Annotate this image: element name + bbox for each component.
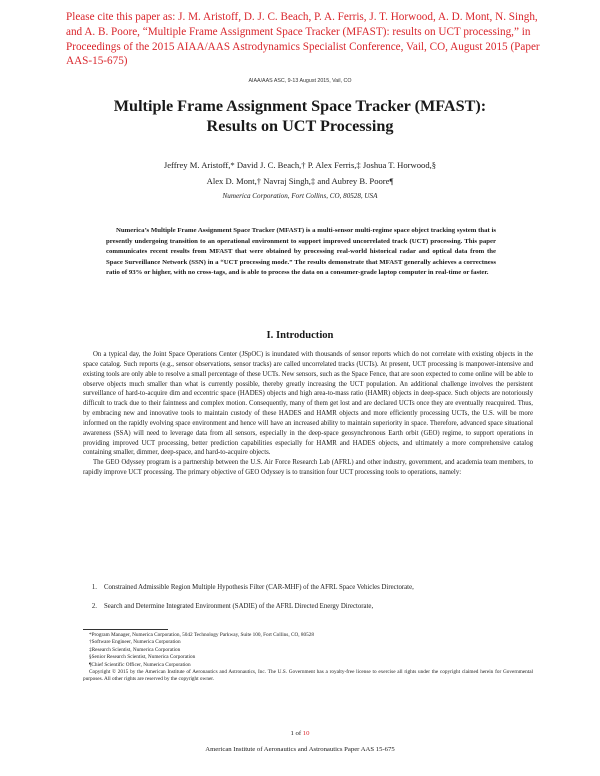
paragraph-2: The GEO Odyssey program is a partnership between the U.S. Air Force Research Lab (AFRL) and other industry, government, and academia team members, to rapidly improve UCT processing. The primary objective of GEO Odyssey is to transition four UCT processing tools to operations, namely: bbox=[83, 459, 533, 477]
tool-list bbox=[83, 583, 533, 612]
authors-line-1: Jeffrey M. Aristoff,* David J. C. Beach,† P. Alex Ferris,‡ Joshua T. Horwood,§ bbox=[163, 160, 437, 170]
paper-title bbox=[40, 96, 560, 136]
footnote: †Software Engineer, Numerica Corporation bbox=[89, 639, 181, 646]
citation-notice: Please cite this paper as: J. M. Aristoff, D. J. C. Beach, P. A. Ferris, J. T. Horwood, A. D. Mont, N. Singh, and A. B. Poore, “Multiple Frame Assignment Space Tracker (MFAST): results on UCT processing,” in Proceedings of the 2015 AIAA/AAS Astrodynamics Specialist Conference, Vail, CO, August 2015 (Paper AAS-15-675) bbox=[66, 11, 540, 68]
copyright-notice: Copyright © 2015 by the American Institute of Aeronautics and Astronautics, Inc. The U.S. Government has a royalty-free license to exercise all rights under the copyright claimed herein for Governmental purposes. All other rights are reserved by the copyright owner. bbox=[83, 669, 533, 683]
title-line-2: Results on UCT Processing bbox=[206, 117, 394, 135]
affiliation: Numerica Corporation, Fort Collins, CO, 80528, USA bbox=[222, 192, 378, 200]
abstract: Numerica’s Multiple Frame Assignment Space Tracker (MFAST) is a multi-sensor multi-regime space object tracking system that is presently undergoing transition to an operational environment to support improved uncorrelated track (UCT) processing. This paper communicates recent results from MFAST that were obtained by processing real-world historical radar and optical data from the Space Surveillance Network (SSN) in a “UCT processing mode.” The results demonstrate that MFAST generally achieves a correctness ratio of 93% or higher, with no cross-tags, and is able to process the data on a consumer-grade laptop computer in real-time or faster. bbox=[106, 227, 496, 276]
list-text: Constrained Admissible Region Multiple Hypothesis Filter (CAR-MHF) of the AFRL Space Vehicles Directorate, bbox=[104, 584, 414, 591]
footnote: *Program Manager, Numerica Corporation, 5042 Technology Parkway, Suite 100, Fort Collins, CO, 80528 bbox=[89, 632, 314, 638]
list-number: 1. bbox=[91, 584, 97, 591]
footnote: ‡Research Scientist, Numerica Corporation bbox=[89, 646, 181, 653]
authors-line-2: Alex D. Mont,† Navraj Singh,‡ and Aubrey B. Poore¶ bbox=[206, 175, 394, 186]
list-text: Search and Determine Integrated Environment (SADIE) of the AFRL Directed Energy Directorate, bbox=[104, 602, 374, 610]
page-number-prefix: 1 of bbox=[290, 730, 303, 737]
page-total-link[interactable]: 10 bbox=[302, 730, 310, 737]
author-list bbox=[60, 158, 540, 189]
paragraph-1: On a typical day, the Joint Space Operations Center (JSpOC) is inundated with thousands of sensor reports which do not correlate with existing objects in the space catalog. Such reports (e.g., sensor observations, sensor tracks) are called uncorrelated tracks (UCTs). At present, UCT processing is manpower-intensive and existing tools are only able to resolve a small percentage of these UCTs. New sensors, such as the Space Fence, that are soon expected to come online will be able to observe objects much smaller than what is currently possible, thereby greatly increasing the UCT population. An additional challenge involves the persistent surveillance of hard-to-acquire dim and eccentric space (HADES) objects and high area-to-mass ratio (HAMR) objects in deep-space. Such objects are notoriously difficult to track due to their faintness and complex motion. Consequently, many of them get lost and are declared UCTs once they are eventually reacquired. Thus, by embracing new and innovative tools to maintain custody of these HADES and HAMR objects and more efficiently processing UCTs, the U.S. will be more informed on the rapidly evolving space environment and hence will have an increased ability to maintain superiority in space. Therefore, advanced space situational awareness (SSA) will need to leverage data from all sensors, especially in the deep-space geosynchronous Earth orbit (GEO) regime, to support operations in providing improved UCT processing, better prediction capabilities especially for HAMR and HADES objects, and ultimately a more comprehensive catalog containing smaller, dimmer, deep-space, and hard-to-acquire objects. bbox=[83, 351, 533, 457]
footnote: ¶Chief Scientific Officer, Numerica Corporation bbox=[89, 661, 191, 668]
list-item bbox=[83, 602, 533, 612]
footnotes bbox=[83, 632, 533, 684]
body-text bbox=[83, 350, 533, 478]
list-item bbox=[83, 583, 533, 593]
footnote-divider bbox=[83, 629, 168, 630]
page-footer: American Institute of Aeronautics and Astronautics Paper AAS 15-675 bbox=[205, 746, 395, 753]
list-number: 2. bbox=[91, 602, 97, 610]
title-line-1: Multiple Frame Assignment Space Tracker (MFAST): bbox=[113, 97, 487, 115]
conference-header: AIAA/AAS ASC, 9-13 August 2015, Vail, CO bbox=[248, 78, 352, 84]
page-number bbox=[0, 730, 600, 737]
footnote: §Senior Research Scientist, Numerica Corporation bbox=[89, 654, 196, 661]
section-heading: I. Introduction bbox=[266, 330, 334, 341]
